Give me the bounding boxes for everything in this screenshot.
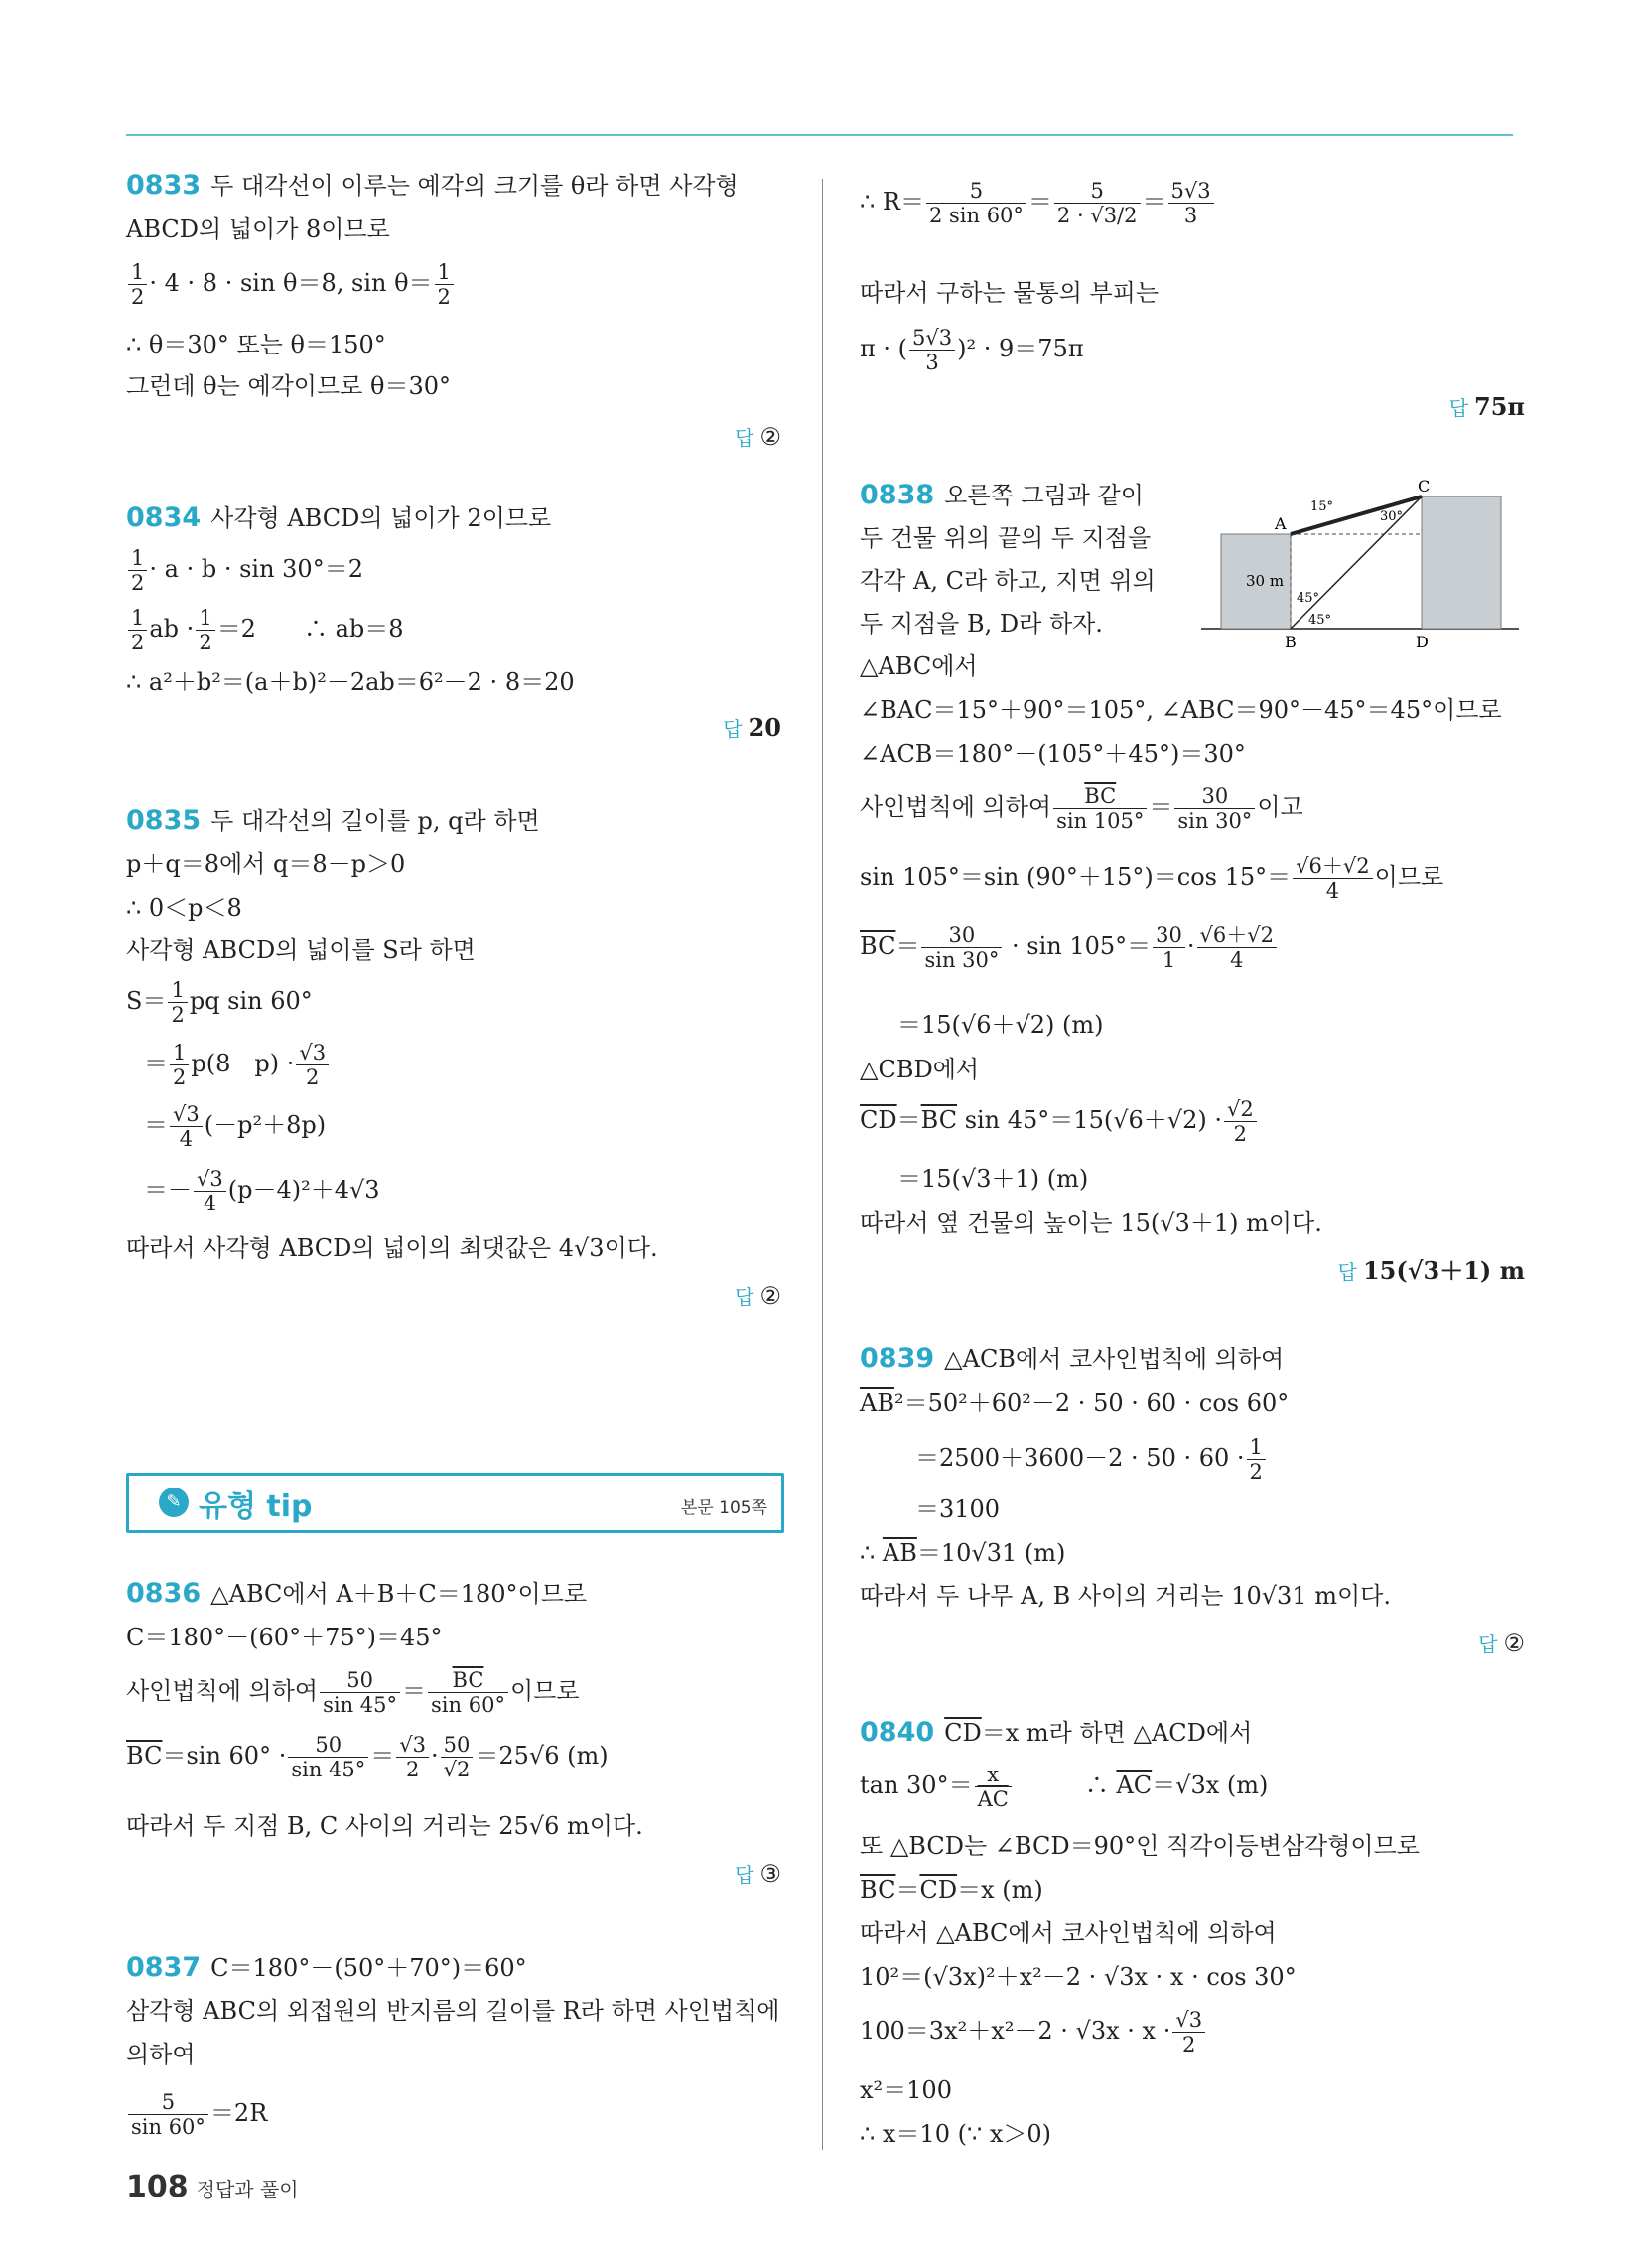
answer-0839: 답 ② — [1478, 1630, 1525, 1657]
answer-0835: 답 ② — [735, 1282, 781, 1310]
label-b: B — [1285, 633, 1297, 648]
top-rule — [126, 134, 1513, 136]
tip-icon: ✎ — [159, 1488, 189, 1517]
label-angle-30: 30° — [1380, 509, 1404, 524]
problem-0833: 0833 두 대각선이 이루는 예각의 크기를 θ라 하면 사각형 — [126, 170, 739, 201]
fraction: $\frac{1}{2}$ — [128, 260, 147, 309]
problem-0836: 0836 △ABC에서 A＋B＋C＝180°이므로 — [126, 1578, 588, 1609]
label-angle-45a: 45° — [1297, 591, 1320, 606]
label-c: C — [1418, 477, 1431, 496]
answer-0838: 답 15(√3＋1) m — [1337, 1256, 1525, 1285]
page-footer — [126, 2170, 299, 2204]
answer-0833: 답 ② — [735, 423, 781, 451]
problem-0837: 0837 C＝180°－(50°＋70°)＝60° — [126, 1952, 527, 1983]
problem-0839: 0839 △ACB에서 코사인법칙에 의하여 — [860, 1344, 1285, 1374]
problem-0834: 0834 사각형 ABCD의 넓이가 2이므로 — [126, 502, 552, 533]
label-d: D — [1416, 633, 1429, 648]
right-building — [1422, 496, 1501, 629]
label-angle-45b: 45° — [1308, 613, 1332, 628]
answer-0836: 답 ③ — [735, 1860, 781, 1888]
problem-number: 0833 — [126, 170, 202, 201]
answer-0834: 답 20 — [723, 713, 781, 742]
problem-0838: 0838 오른쪽 그림과 같이 — [860, 480, 1144, 510]
label-angle-15: 15° — [1310, 499, 1334, 514]
column-divider — [822, 179, 823, 2150]
answer-0837: 답 75π — [1448, 392, 1525, 421]
label-height: 30 m — [1246, 572, 1285, 590]
problem-0835: 0835 두 대각선의 길이를 p, q라 하면 — [126, 805, 540, 836]
footer-label: 정답과 풀이 — [196, 2178, 299, 2201]
buildings-diagram — [1201, 475, 1519, 648]
page-number: 108 — [126, 2170, 189, 2204]
problem-0840: 0840 $\overline{CD}=x$ m라 하면 △ACD에서 — [860, 1717, 1253, 1748]
label-a: A — [1275, 514, 1287, 533]
tip-box: ✎ 유형 tip 본문 105쪽 — [126, 1473, 784, 1533]
